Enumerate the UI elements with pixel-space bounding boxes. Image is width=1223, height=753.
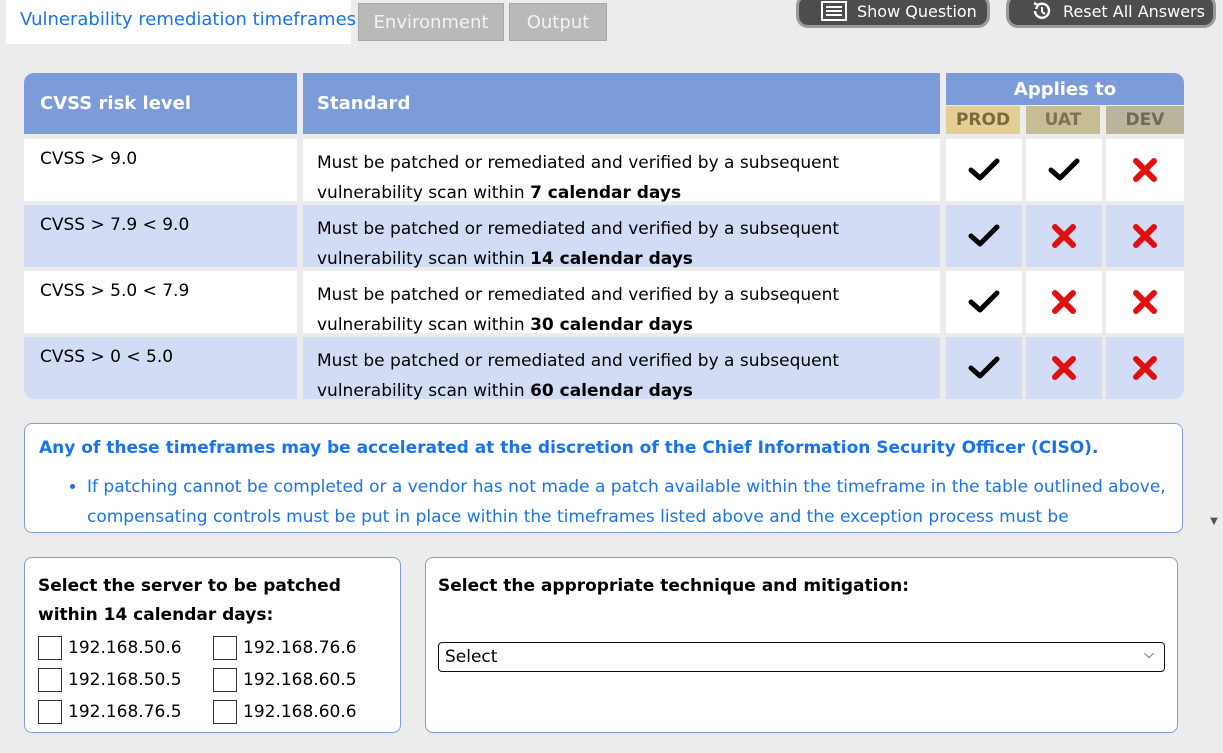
- server-ip-label: 192.168.60.5: [243, 670, 357, 690]
- check-icon: [946, 271, 1022, 333]
- standard-days: 60 calendar days: [530, 381, 693, 401]
- cross-icon: [1026, 205, 1102, 267]
- standard-prefix: Must be patched or remediated and verified by a subsequent: [317, 351, 840, 371]
- tab-output[interactable]: Output: [509, 3, 607, 41]
- server-option[interactable]: [213, 668, 388, 692]
- table-row: [24, 139, 1184, 201]
- standard-mid: vulnerability scan within: [317, 249, 525, 269]
- standard-mid: vulnerability scan within: [317, 381, 525, 401]
- table-row: [24, 205, 1184, 267]
- server-checkbox[interactable]: [213, 700, 237, 724]
- scroll-down-icon[interactable]: ▼: [1210, 516, 1218, 527]
- reset-all-answers-button[interactable]: [1006, 0, 1216, 28]
- server-checkbox[interactable]: [38, 636, 62, 660]
- server-ip-label: 192.168.76.6: [243, 638, 357, 658]
- standard-mid: vulnerability scan within: [317, 183, 525, 203]
- check-icon: [946, 205, 1022, 267]
- policy-note: [24, 423, 1183, 533]
- technique-select[interactable]: [438, 642, 1165, 672]
- server-option[interactable]: [213, 636, 388, 660]
- server-panel-title: Select the server to be patched within 14 calendar days:: [38, 576, 341, 625]
- header-dev: DEV: [1106, 106, 1184, 134]
- server-option[interactable]: [38, 700, 213, 724]
- top-bar: [0, 0, 1223, 44]
- note-lead: Any of these timeframes may be accelerated at the discretion of the Chief Information Security Officer (CISO).: [39, 438, 1099, 458]
- cross-icon: [1106, 139, 1184, 201]
- show-question-button[interactable]: [796, 0, 990, 28]
- check-icon: [946, 139, 1022, 201]
- reset-icon: [1031, 0, 1053, 22]
- cross-icon: [1026, 271, 1102, 333]
- show-question-label: Show Question: [857, 1, 977, 21]
- header-uat: UAT: [1026, 106, 1100, 134]
- server-selection-panel: [24, 557, 401, 733]
- cvss-level-cell: CVSS > 7.9 < 9.0: [24, 205, 297, 267]
- chevron-down-icon: ⌵: [1144, 647, 1154, 662]
- tab-vulnerability-remediation-timeframes[interactable]: Vulnerability remediation timeframes: [6, 0, 351, 44]
- cvss-level-cell: CVSS > 5.0 < 7.9: [24, 271, 297, 333]
- cross-icon: [1106, 205, 1184, 267]
- server-ip-label: 192.168.50.6: [68, 638, 182, 658]
- cross-icon: [1026, 337, 1102, 399]
- standard-cell: [303, 337, 940, 399]
- standard-mid: vulnerability scan within: [317, 315, 525, 335]
- standard-days: 14 calendar days: [530, 249, 693, 269]
- header-applies-to: Applies to: [946, 73, 1184, 105]
- technique-select-value: Select: [445, 647, 498, 667]
- server-option[interactable]: [213, 700, 388, 724]
- list-icon: [821, 1, 847, 21]
- standard-cell: [303, 271, 940, 333]
- standard-prefix: Must be patched or remediated and verified by a subsequent: [317, 219, 840, 239]
- server-option[interactable]: [38, 668, 213, 692]
- server-ip-label: 192.168.50.5: [68, 670, 182, 690]
- standard-cell: [303, 139, 940, 201]
- check-icon: [1026, 139, 1102, 201]
- check-icon: [946, 337, 1022, 399]
- cvss-level-cell: CVSS > 0 < 5.0: [24, 337, 297, 399]
- table-row: [24, 337, 1184, 399]
- note-list: [87, 472, 1182, 532]
- server-ip-label: 192.168.60.6: [243, 702, 357, 722]
- cvss-level-cell: CVSS > 9.0: [24, 139, 297, 201]
- server-checkbox[interactable]: [213, 636, 237, 660]
- server-checkbox[interactable]: [38, 700, 62, 724]
- header-prod: PROD: [946, 106, 1020, 134]
- header-standard: Standard: [303, 73, 940, 134]
- tab-environment[interactable]: Environment: [358, 3, 504, 41]
- header-cvss-risk-level: CVSS risk level: [24, 73, 297, 134]
- technique-panel: [425, 557, 1178, 733]
- note-bullet: • If patching cannot be completed or a vendor has not made a patch available within the timeframe in the table outlined above, compensating controls must be put in place within the timeframes listed above and the exception process must be: [87, 472, 1182, 532]
- server-checkbox-list: [38, 636, 398, 724]
- cross-icon: [1106, 337, 1184, 399]
- server-option[interactable]: [38, 636, 213, 660]
- server-checkbox[interactable]: [38, 668, 62, 692]
- server-ip-label: 192.168.76.5: [68, 702, 182, 722]
- standard-days: 30 calendar days: [530, 315, 693, 335]
- server-checkbox[interactable]: [213, 668, 237, 692]
- technique-panel-title: Select the appropriate technique and mitigation:: [438, 576, 910, 596]
- table-row: [24, 271, 1184, 333]
- cross-icon: [1106, 271, 1184, 333]
- reset-all-answers-label: Reset All Answers: [1063, 1, 1205, 21]
- standard-prefix: Must be patched or remediated and verified by a subsequent: [317, 285, 840, 305]
- standard-prefix: Must be patched or remediated and verified by a subsequent: [317, 153, 840, 173]
- standard-cell: [303, 205, 940, 267]
- standard-days: 7 calendar days: [530, 183, 682, 203]
